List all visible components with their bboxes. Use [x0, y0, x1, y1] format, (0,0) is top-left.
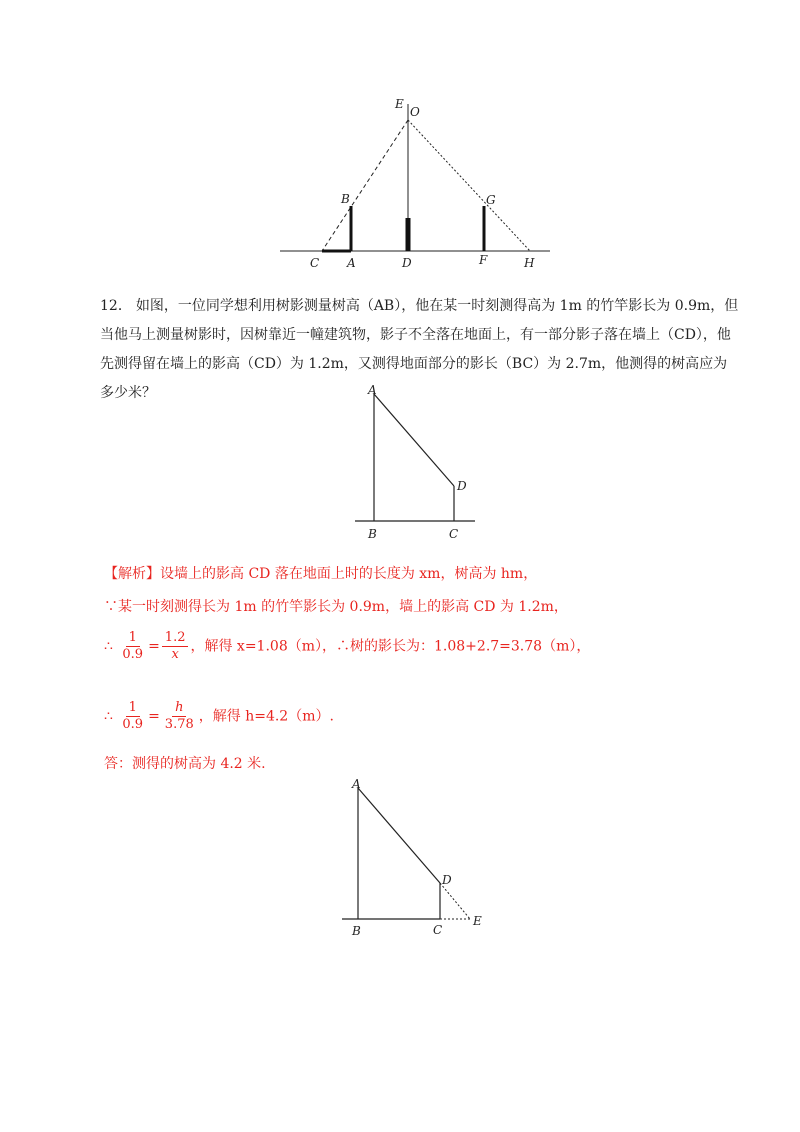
- problem-text: 如图，一位同学想利用树影测量树高（AB），他在某一时刻测得高为 1m 的竹竿影长为 0.9m，但当他马上测量树影时，因树靠近一幢建筑物，影子不全落在地面上，有一部分影子落在墙上（CD），他先测得留在墙上的影高（CD）为 1.2m，又测得地面部分的影长（BC）为 2.7m，他测得的树高应为多少米？: [100, 298, 739, 401]
- label-D: D: [457, 479, 467, 493]
- label-D: D: [402, 256, 412, 270]
- label-A: A: [368, 383, 377, 397]
- light-ray-right: [408, 120, 530, 251]
- label-G: G: [486, 193, 496, 207]
- solution-line-4: ∴ $\frac{1}{0.9}$ = $\frac{h}{3.78}$ ，解得 h=4.2（m）.: [104, 700, 334, 732]
- figure-2-tree-wall: [350, 380, 490, 550]
- label-H: H: [524, 256, 535, 270]
- figure-1-shadow-diagram: [270, 90, 560, 275]
- label-B: B: [368, 527, 377, 541]
- label-D: D: [442, 873, 452, 887]
- label-C: C: [433, 923, 443, 937]
- label-F: F: [479, 253, 488, 267]
- solution-line-3: ∴ $\frac{1}{0.9}$ = $\frac{1.2}{x}$ ，解得 x=1.08（m），∴树的影长为：1.08+2.7=3.78（m），: [104, 630, 591, 662]
- label-C: C: [310, 256, 320, 270]
- solution-line-2: ∵某一时刻测得长为 1m 的竹竿影长为 0.9m，墙上的影高 CD 为 1.2m，: [104, 599, 568, 615]
- label-E: E: [473, 914, 482, 928]
- solution-line-1: 【解析】设墙上的影高 CD 落在地面上时的长度为 xm，树高为 hm，: [104, 566, 538, 582]
- label-B: B: [341, 192, 350, 206]
- label-C: C: [449, 527, 459, 541]
- answer-line: 答：测得的树高为 4.2 米.: [104, 756, 266, 772]
- fraction-4: $\frac{h}{3.78}$: [164, 700, 194, 732]
- label-B: B: [352, 924, 361, 938]
- label-A: A: [347, 256, 356, 270]
- figure-3-tree-wall-extended: [330, 770, 500, 940]
- ray-ad: [358, 788, 440, 883]
- fraction-3: $\frac{1}{0.9}$: [122, 700, 144, 732]
- label-A: A: [352, 777, 361, 791]
- label-O: O: [410, 105, 420, 119]
- ray-de: [440, 883, 470, 919]
- label-E: E: [395, 97, 404, 111]
- fraction-2: $\frac{1.2}{x}$: [162, 630, 189, 663]
- fraction-1: $\frac{1}{0.9}$: [122, 630, 144, 662]
- ray-ad: [374, 394, 454, 486]
- light-ray-left: [322, 120, 408, 251]
- problem-number: 12．: [100, 298, 132, 314]
